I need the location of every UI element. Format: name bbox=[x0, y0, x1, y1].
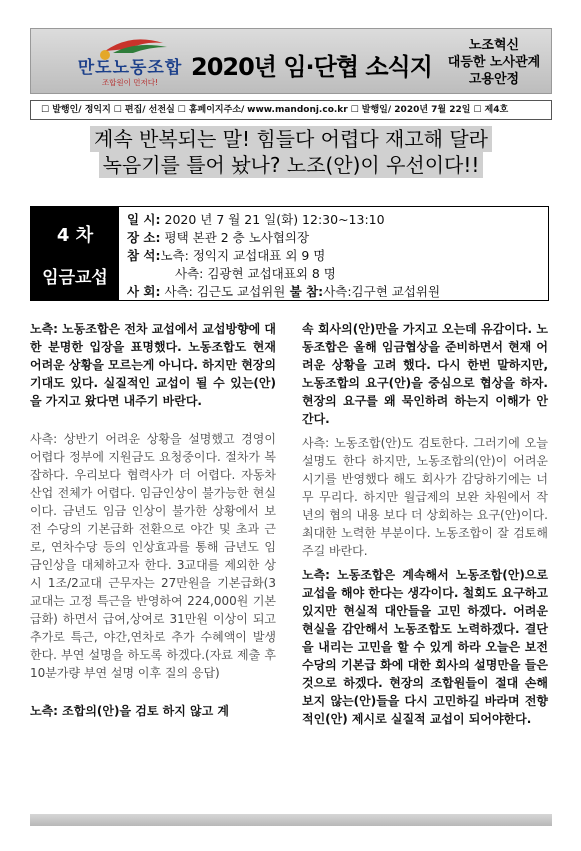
meeting-badge bbox=[31, 207, 119, 300]
headline-line-2: 녹음기를 틀어 놨나? 노조(안)이 우선이다!! bbox=[30, 152, 552, 178]
newsletter-header bbox=[30, 28, 552, 94]
meeting-type: 임금교섭 bbox=[42, 268, 108, 288]
logo-subtitle: 조합원이 먼저다! bbox=[101, 78, 159, 87]
meeting-attend-row: 참 석:노측: 정익지 교섭대표 외 9 명 bbox=[127, 248, 326, 263]
issue-number: ☐ 제4호 bbox=[473, 105, 509, 115]
union-logo bbox=[75, 35, 185, 91]
homepage-link[interactable]: www.mandonj.co.kr bbox=[247, 105, 348, 115]
logo-text: 만도노동조합 bbox=[77, 58, 183, 78]
newsletter-title: 2020년 임·단협 소식지 bbox=[191, 53, 432, 81]
editor: ☐ 편집/ 선전실 bbox=[113, 105, 175, 115]
union-statement: 노측: 노동조합은 계속해서 노동조합(안)으로 교섭을 해야 한다는 생각이다. 철회도 요구하고 있지만 현실적 대안들을 고민 하겠다. 어려운 현실을 감안해서 노동조합도 노력하겠다. 결단을 내리는 고민을 할 수 있게 하라 오늘은 보전 수당의 기본급 화에 대한 회사의 설명만을 들은 것으로 하겠다. 현장의 조합원들이 절대 손해 보지 않는(안)들을 다시 고민하길 바라며 전향적인(안) 제시로 실질적 교섭이 되어야한다. bbox=[302, 568, 548, 726]
company-statement: 사측: 상반기 어려운 상황을 설명했고 경영이 어렵다 정부에 지원금도 요청중이다. 절차가 복잡하다. 우리보다 협력사가 더 어렵다. 자동차 산업 전체가 어렵다. 임금인상이 불가능한 현실이다. 금년도 임금 인상이 불가한 상황에서 보전 수당의 기본급화 전환으로 야간 및 초과 근로, 연차수당 등의 인상효과를 통해 금년도 임금인상을 대체하고자 한다. 3교대를 제외한 상시 1조/2교대 근무자는 27만원을 기본급화(3교대는 고정 특근을 반영하여 224,000원 기본 급화) 하면서 급여,상여로 31만원 이상이 되고 추가로 특근, 야간,연차로 추가 수혜액이 발생한다. 부연 설명을 하도록 하겠다.(자료 제출 후 10분가량 부연 설명 이후 질의 응답) bbox=[30, 432, 276, 680]
union-statement: 노측: 노동조합은 전차 교섭에서 교섭방향에 대한 분명한 입장을 표명했다. 노동조합도 현재 어려운 상황을 모르는게 아니다. 하지만 현장의 기대도 있다. 실질적인 교섭이 될 수 있는(안)을 가지고 왔다면 내주기 바란다. bbox=[30, 322, 276, 408]
slogan-block bbox=[441, 37, 547, 88]
slogan-line: 노조혁신 bbox=[468, 38, 520, 53]
headline-line-1: 계속 반복되는 말! 힘들다 어렵다 재고해 달라 bbox=[30, 126, 552, 152]
left-column bbox=[30, 320, 276, 726]
union-statement: 노측: 조합의(안)을 검토 하지 않고 계 bbox=[30, 704, 229, 718]
union-statement: 속 회사의(안)만을 가지고 오는데 유감이다. 노동조합은 올해 임금협상을 준비하면서 현재 어려운 상황을 고려 했다. 다시 한번 말하지만, 노동조합의 요구(안)을 중심으로 협상을 하자. 현장의 요구를 왜 묵인하려 하는지 이해가 안 간다. bbox=[302, 322, 548, 426]
publish-date: ☐ 발행일/ 2020년 7월 22일 bbox=[350, 105, 471, 115]
meeting-attend-company-row: 사측: 김광현 교섭대표외 8 명 bbox=[175, 266, 336, 281]
slogan-line: 고용안정 bbox=[468, 72, 520, 87]
meeting-host-row: 사 회: 사측: 김근도 교섭위원 불 참:사측:김구현 교섭위원 bbox=[127, 284, 441, 299]
meeting-info-box bbox=[30, 206, 549, 301]
slogan-line: 대등한 노사관계 bbox=[447, 55, 541, 70]
publisher: ☐ 발행인/ 정익지 bbox=[41, 105, 111, 115]
footer-bar bbox=[30, 814, 552, 826]
meeting-date-row: 일 시: 2020 년 7 월 21 일(화) 12:30~13:10 bbox=[127, 212, 385, 227]
headline bbox=[30, 126, 552, 178]
meeting-details bbox=[127, 211, 547, 301]
company-statement: 사측: 노동조합(안)도 검토한다. 그러기에 오늘 설명도 한다 하지만, 노동조합의(안)이 어려운 시기를 반영했다 해도 회사가 감당하기에는 너무 무리다. 하지만 월급제의 보완 차원에서 작년의 협의 내용 보다 더 상회하는 요구(안)이다. 최대한 노력한 부분이다. 노동조합이 잘 검토해 주길 바란다. bbox=[302, 436, 548, 558]
meeting-place-row: 장 소: 평택 본관 2 층 노사협의장 bbox=[127, 230, 310, 245]
publication-info-bar bbox=[30, 100, 552, 120]
homepage-label: ☐ 홈페이지주소/ bbox=[177, 105, 245, 115]
right-column bbox=[302, 320, 548, 734]
meeting-round: 4 차 bbox=[56, 225, 94, 246]
